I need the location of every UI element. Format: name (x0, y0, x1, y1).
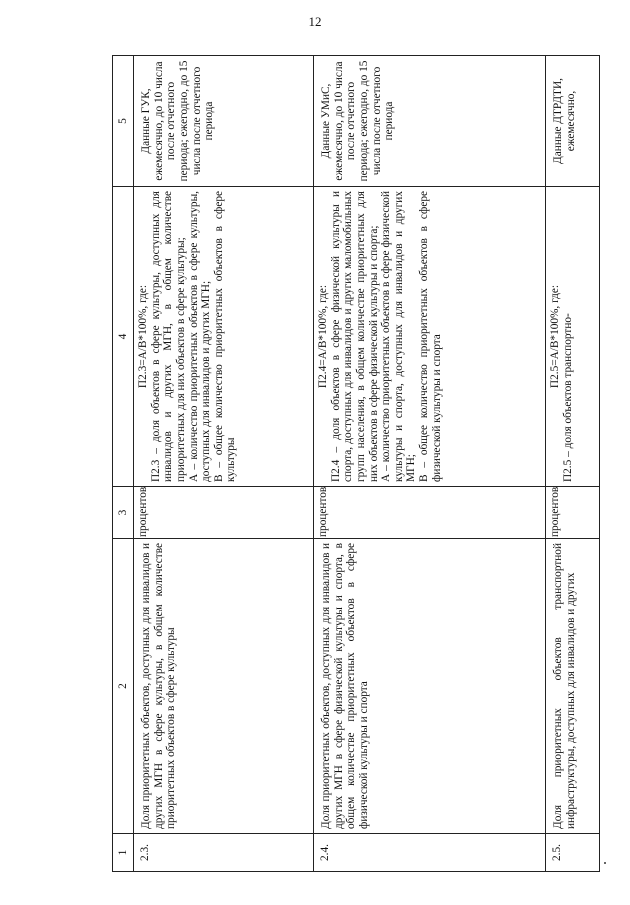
table-row (134, 56, 314, 872)
rotated-table-container (112, 56, 592, 872)
formula-explanation: П2.3 – доля объектов в сфере культуры, доступных для инвалидов и других МГН, в общем количестве приоритетных для них объектов в сфере культуры; А – количество приоритетных объектов в сфере культуры, доступных для инвалидов и других МГН; В – общее количество приоритетных объектов в сфере культуры (149, 191, 238, 482)
data-source: Данные УМиС, ежемесячно, до 10 числа после отчетного периода; ежегодно, до 15 числа после отчетного периода (314, 56, 546, 187)
indicator-formula-cell (546, 187, 600, 487)
table-header-row (113, 56, 134, 872)
header-col-2: 2 (113, 539, 134, 834)
table-row (546, 56, 600, 872)
indicators-table (112, 55, 600, 872)
header-col-1: 1 (113, 834, 134, 872)
indicator-unit: процентов (314, 487, 546, 539)
formula-line: П2.4=А/В*100%, где: (317, 284, 329, 389)
data-source: Данные ДТРДТИ, ежемесячно, (546, 56, 600, 187)
indicator-formula-cell (314, 187, 546, 487)
header-col-5: 5 (113, 56, 134, 187)
indicator-unit: процентов (546, 487, 600, 539)
row-number: 2.3. (134, 834, 314, 872)
header-col-3: 3 (113, 487, 134, 539)
indicator-description: Доля приоритетных объектов транспортной инфраструктуры, доступных для инвалидов и других (546, 539, 600, 834)
formula-explanation: П2.5 – доля объектов транспортно- (561, 313, 574, 482)
row-number: 2.5. (546, 834, 600, 872)
data-source: Данные ГУК, ежемесячно, до 10 числа после отчетного периода; ежегодно, до 15 числа после отчетного периода (134, 56, 314, 187)
formula-line: П2.3=А/В*100%, где: (137, 284, 149, 389)
indicator-description: Доля приоритетных объектов, доступных для инвалидов и других МГН в сфере физической культуры и спорта, в общем количестве приоритетных объектов в сфере физической культуры и спорта (314, 539, 546, 834)
row-number: 2.4. (314, 834, 546, 872)
scan-speck (604, 862, 606, 864)
formula-line: П2.5=А/В*100%, где: (549, 284, 561, 389)
formula-explanation: П2.4 – доля объектов в сфере физической культуры и спорта, доступных для инвалидов и других маломобильных групп населения, в общем количестве приоритетных для них объектов в сфере физической культуры и спорта; А – количество приоритетных объектов в сфере физической культуры и спорта, доступных для инвалидов и других МГН; В – общее количество приоритетных объектов в сфере физической культуры и спорта (329, 191, 443, 482)
header-col-4: 4 (113, 187, 134, 487)
indicator-formula-cell (134, 187, 314, 487)
table-row (314, 56, 546, 872)
indicator-unit: процентов (134, 487, 314, 539)
page-number: 12 (308, 14, 322, 29)
indicator-description: Доля приоритетных объектов, доступных для инвалидов и других МГН в сфере культуры, в общем количестве приоритетных объектов в сфере культуры (134, 539, 314, 834)
